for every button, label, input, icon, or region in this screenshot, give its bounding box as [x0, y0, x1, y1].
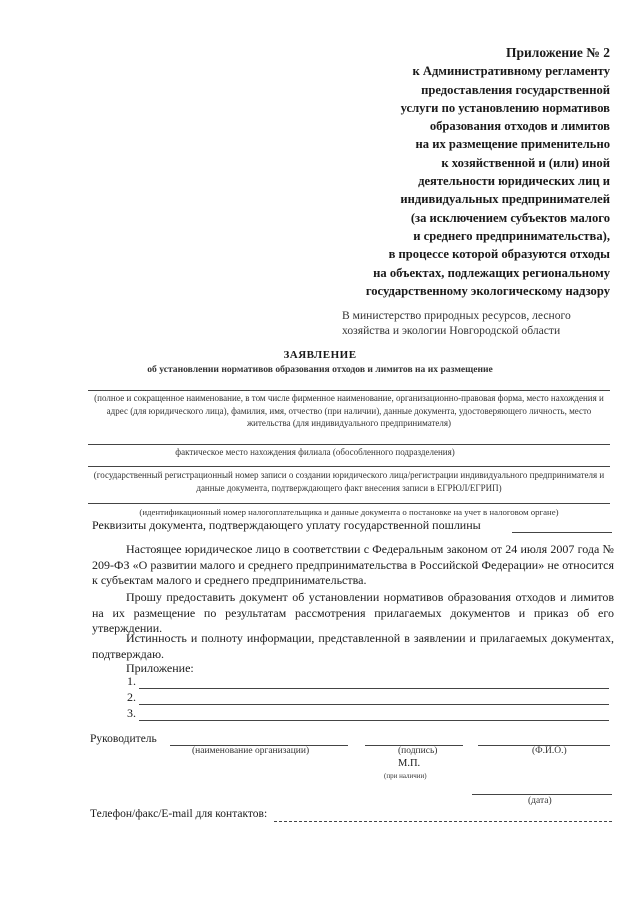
head-label: Руководитель	[90, 733, 157, 745]
paragraph-confirmation: Истинность и полноту информации, представленной в заявлении и прилагаемых документах, подтверждаю.	[92, 631, 614, 661]
paragraph-sme-status: Настоящее юридическое лицо в соответствии с Федеральным законом от 24 июля 2007 года № 209-ФЗ «О развитии малого и среднего предпринимательства в Российской Федерации» не относится к субъектам малого и среднего предпринимательства.	[92, 542, 614, 587]
addressee: В министерство природных ресурсов, лесного хозяйства и экологии Новгородской области	[342, 309, 571, 337]
attachment-line-2[interactable]	[139, 704, 609, 705]
appendix-header	[280, 44, 610, 300]
attachment-line-3[interactable]	[139, 720, 609, 721]
stamp-note: (при наличии)	[384, 772, 427, 780]
date-line[interactable]	[472, 794, 612, 795]
appendix-line: образования отходов и лимитов	[429, 119, 610, 134]
branch-field-caption: фактическое место нахождения филиала (обособленного подразделения)	[175, 447, 455, 457]
appendix-line: услуги по установлению нормативов	[400, 100, 610, 115]
contacts-label: Телефон/факс/E-mail для контактов:	[90, 808, 268, 820]
payment-field-line[interactable]	[512, 532, 612, 533]
appendix-line: индивидуальных предпринимателей	[400, 192, 610, 207]
fio-caption: (Ф.И.О.)	[532, 746, 567, 756]
registration-field-caption: (государственный регистрационный номер записи о создании юридического лица/регистрации индивидуального предпринимателя и данные документа, подтверждающего факт внесения записи в ЕГРЮЛ/ЕГРИП)	[93, 470, 605, 493]
attachment-number: 2.	[127, 690, 136, 704]
branch-field-line[interactable]	[88, 444, 610, 445]
appendix-line: государственному экологическому надзору	[365, 283, 610, 298]
registration-field-line[interactable]	[88, 466, 610, 467]
stamp-label: М.П.	[398, 758, 421, 769]
date-caption: (дата)	[528, 796, 552, 806]
paragraph-request: Прошу предоставить документ об установлении нормативов образования отходов и лимитов на их размещение по результатам рассмотрения прилагаемых документов и приказ об его утверждении.	[92, 590, 614, 635]
document-title: ЗАЯВЛЕНИЕ	[283, 349, 357, 361]
appendix-line: (за исключением субъектов малого	[410, 210, 610, 225]
payment-text: Реквизиты документа, подтверждающего уплату государственной пошлины	[92, 518, 481, 532]
appendix-line: в процессе которой образуются отходы	[388, 247, 610, 262]
contacts-field-line[interactable]	[274, 821, 612, 822]
inn-field-caption: (идентификационный номер налогоплательщика и данные документа о постановке на учет в налоговом органе)	[139, 507, 559, 517]
org-caption: (наименование организации)	[192, 746, 310, 756]
inn-field-line[interactable]	[88, 503, 610, 504]
appendix-line: и среднего предпринимательства),	[413, 228, 610, 243]
appendix-line: Приложение № 2	[506, 45, 610, 60]
appendix-line: предоставления государственной	[421, 82, 610, 97]
sign-caption: (подпись)	[398, 746, 438, 756]
appendix-line: на их размещение применительно	[415, 137, 610, 152]
appendix-line: к хозяйственной и (или) иной	[441, 155, 610, 170]
attachment-line-1[interactable]	[139, 688, 609, 689]
attachment-number: 3.	[127, 706, 136, 720]
document-subtitle: об установлении нормативов образования отходов и лимитов на их размещение	[147, 364, 493, 375]
name-field-line[interactable]	[88, 390, 610, 391]
appendix-line: на объектах, подлежащих региональному	[373, 265, 610, 280]
appendix-line: деятельности юридических лиц и	[418, 174, 610, 189]
name-field-caption: (полное и сокращенное наименование, в том числе фирменное наименование, организационно-правовая форма, место нахождения и адрес (для юридического лица), фамилия, имя, отчество (при наличии), данные документа, удостоверяющего личность, место жительства (для индивидуального предпринимателя)	[94, 393, 604, 428]
appendix-line: к Административному регламенту	[412, 64, 610, 79]
attachment-number: 1.	[127, 674, 136, 688]
attachments-label: Приложение:	[126, 661, 194, 675]
